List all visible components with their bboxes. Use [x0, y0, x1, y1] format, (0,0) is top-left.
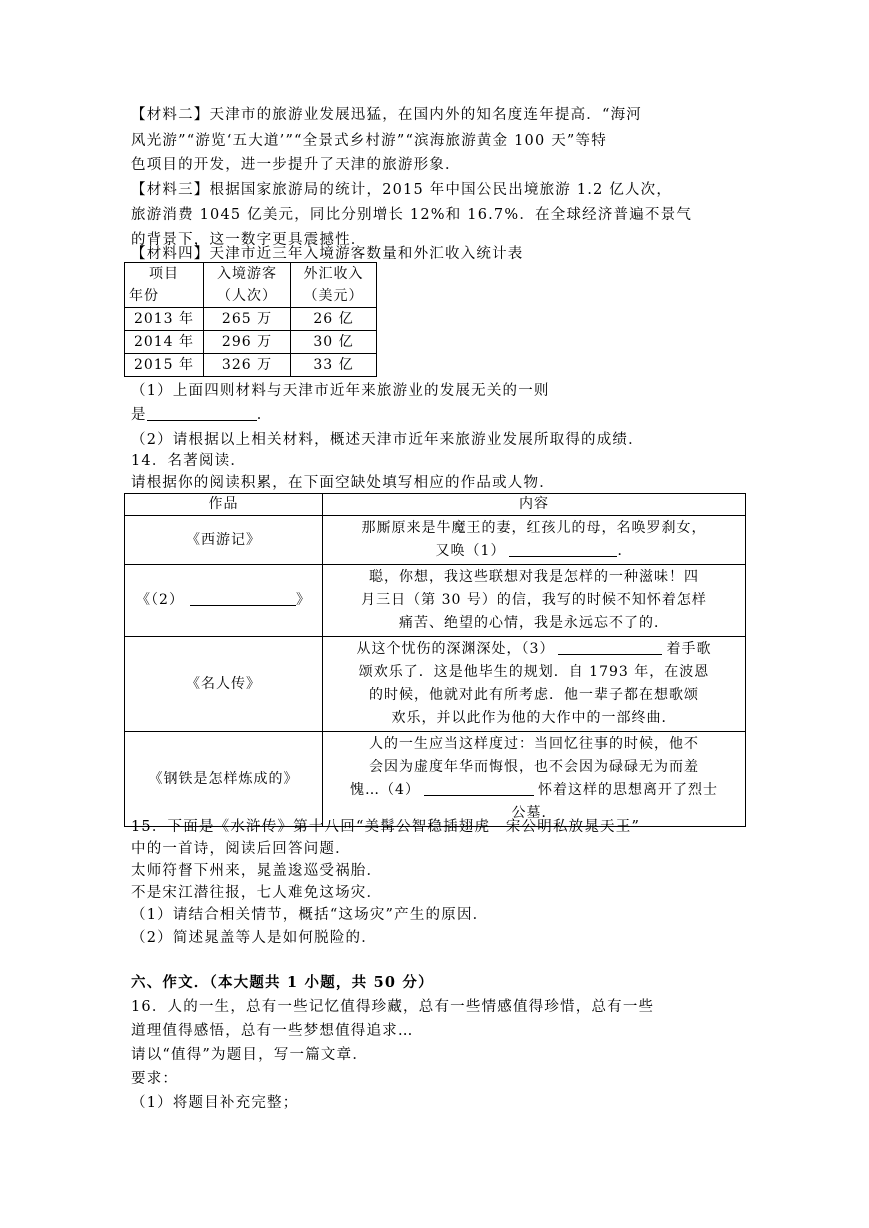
work-cell: 《钢铁是怎样炼成的》: [125, 732, 323, 827]
header-visitors-unit: （人次）: [217, 288, 277, 304]
q16-requirements-label: 要求：: [131, 1071, 179, 1087]
content-line: 那厮原来是牛魔王的妻，红孩儿的母，名唤罗刹女，: [361, 520, 707, 536]
cell-income: 30 亿: [291, 331, 377, 354]
header-content: 内容: [323, 494, 746, 516]
q13-sub2: （2）请根据以上相关材料，概述天津市近年来旅游业发展所取得的成绩．: [131, 432, 644, 448]
content-cell: [323, 565, 746, 637]
content-suffix: ．: [617, 543, 633, 559]
content-suffix: 怀着这样的思想离开了烈士: [537, 782, 718, 798]
cell-visitors: 326 万: [204, 354, 291, 377]
content-line: [327, 638, 741, 661]
material4-title: 【材料四】天津市近三年入境游客数量和外汇收入统计表: [131, 246, 524, 262]
q15-poem2: 不是宋江潜往报，七人难免这场灾．: [131, 885, 383, 901]
q13-sub1-line1: （1）上面四则材料与天津市近年来旅游业的发展无关的一则: [131, 383, 550, 399]
table-row: [125, 516, 746, 565]
tourism-stats-table: [124, 262, 377, 377]
q13-sub1-suffix: ．: [256, 407, 273, 423]
header-income-unit: （美元）: [303, 288, 364, 304]
cell-visitors: 296 万: [204, 331, 291, 354]
table-header-row: [125, 263, 377, 308]
reading-table-header: [125, 494, 746, 516]
table-row: [125, 308, 377, 331]
section6-heading: 六、作文．（本大题共 1 小题，共 50 分）: [131, 974, 434, 991]
answer-blank-2[interactable]: [190, 589, 296, 606]
q15-sub2: （2）简述晁盖等人是如何脱险的．: [131, 930, 377, 946]
cell-income: 26 亿: [291, 308, 377, 331]
content-suffix: 着手歌: [666, 641, 712, 657]
q16-line3: 请以“值得”为题目，写一篇文章．: [131, 1047, 369, 1063]
material3-line1: 【材料三】根据国家旅游局的统计，2015 年中国公民出境旅游 1.2 亿人次，: [131, 182, 673, 198]
q13-sub1-line2: [131, 402, 746, 428]
header-item-label: 项目: [149, 266, 179, 282]
header-year-label: 年份: [129, 288, 159, 304]
content-line: 公墓．: [511, 805, 557, 821]
work-cell: 《名人传》: [125, 637, 323, 732]
content-line: [327, 779, 741, 802]
material2-line3: 色项目的开发，进一步提升了天津的旅游形象．: [131, 157, 461, 173]
q15-sub1: （1）请结合相关情节，概括“这场灾”产生的原因．: [131, 907, 489, 923]
content-prefix: 愧…（4）: [350, 782, 420, 798]
cell-year: 2014 年: [125, 331, 204, 354]
content-line: 痛苦、绝望的心情，我是永远忘不了的．: [399, 615, 669, 631]
answer-blank-3[interactable]: [558, 638, 662, 655]
material3-line2: 旅游消费 1045 亿美元，同比分别增长 12%和 16.7%．在全球经济普遍不景气: [131, 207, 693, 223]
answer-blank[interactable]: [147, 404, 257, 421]
q13-sub1-prefix: 是: [131, 407, 147, 423]
header-work: 作品: [125, 494, 323, 516]
q16-line1: 16．人的一生，总有一些记忆值得珍藏，总有一些情感值得珍惜，总有一些: [131, 999, 655, 1015]
table-row: [125, 331, 377, 354]
table-row: [125, 637, 746, 732]
q15-line1: 15．下面是《水浒传》第十八回“美髯公智稳插翅虎 宋公明私放晁天王”: [131, 819, 641, 835]
q15-line2: 中的一首诗，阅读后回答问题．: [131, 841, 351, 857]
header-visitors-label: 入境游客: [217, 266, 277, 282]
header-visitors: [204, 263, 291, 308]
content-line: 会因为虚度年华而悔恨，也不会因为碌碌无为而羞: [369, 759, 699, 775]
reading-table: [124, 493, 746, 827]
content-line: 颂欢乐了．这是他毕生的规划．自 1793 年，在波恩: [358, 664, 710, 680]
material2-line2: 风光游”“游览‘五大道’”“全景式乡村游”“滨海旅游黄金 100 天”等特: [131, 133, 607, 149]
table-row: [125, 354, 377, 377]
answer-blank-1[interactable]: [509, 540, 617, 557]
material3-line3: 的背景下，这一数字更具震撼性．: [131, 232, 367, 248]
content-line: 欢乐，并以此作为他的大作中的一部终曲．: [391, 710, 677, 726]
cell-visitors: 265 万: [204, 308, 291, 331]
cell-year: 2015 年: [125, 354, 204, 377]
q15-poem1: 太师符督下州来，晁盖逡巡受祸胎．: [131, 863, 383, 879]
work-cell: [125, 565, 323, 637]
q16-line2: 道理值得感悟，总有一些梦想值得追求…: [131, 1023, 414, 1039]
content-line: 人的一生应当这样度过：当回忆往事的时候，他不: [369, 736, 699, 752]
table-row: [125, 732, 746, 827]
header-item-year: [125, 263, 204, 308]
content-line: [327, 540, 741, 563]
content-prefix: 从这个忧伤的深渊深处，（3）: [356, 641, 555, 657]
answer-blank-4[interactable]: [424, 779, 534, 796]
material2-line1: 【材料二】天津市的旅游业发展迅猛，在国内外的知名度连年提高．“海河: [131, 107, 643, 123]
cell-year: 2013 年: [125, 308, 204, 331]
q14-instruction: 请根据你的阅读积累，在下面空缺处填写相应的作品或人物．: [131, 475, 555, 491]
content-prefix: 又唤（1）: [435, 543, 506, 559]
content-cell: [323, 637, 746, 732]
content-line: 的时候，他就对此有所考虑．他一辈子都在想歌颂: [369, 687, 699, 703]
work-suffix: 》: [295, 592, 311, 608]
content-cell: [323, 516, 746, 565]
work-prefix: 《（2）: [136, 592, 184, 608]
q16-requirement-1: （1）将题目补充完整；: [131, 1095, 299, 1111]
work-cell: 《西游记》: [125, 516, 323, 565]
header-income-label: 外汇收入: [303, 266, 364, 282]
content-cell: [323, 732, 746, 827]
cell-income: 33 亿: [291, 354, 377, 377]
table-row: [125, 565, 746, 637]
content-line: 月三日（第 30 号）的信，我写的时候不知怀着怎样: [361, 592, 707, 608]
header-income: [291, 263, 377, 308]
content-line: 聪，你想，我这些联想对我是怎样的一种滋味！四: [369, 569, 699, 585]
q14-title: 14．名著阅读．: [131, 453, 247, 469]
